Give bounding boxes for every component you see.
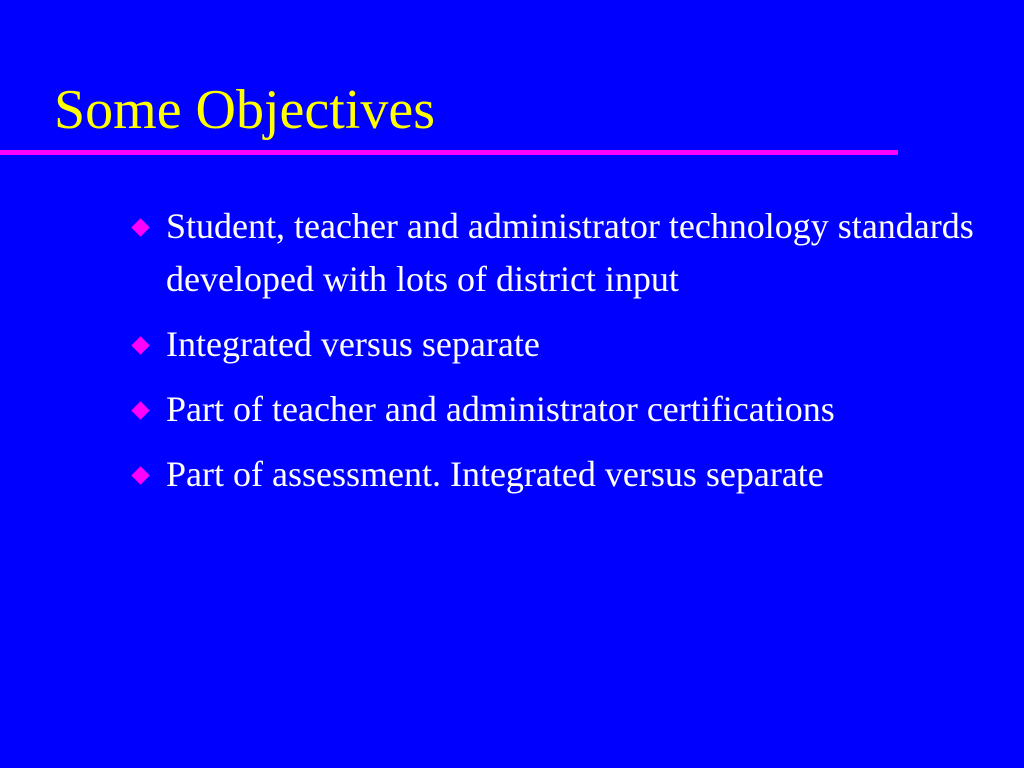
bullet-text: Integrated versus separate xyxy=(166,324,540,364)
bullet-list xyxy=(130,200,1000,513)
bullet-item xyxy=(130,448,1000,501)
title-underline xyxy=(0,150,898,155)
diamond-bullet-icon xyxy=(131,218,149,236)
bullet-text: Student, teacher and administrator technology standards developed with lots of district input xyxy=(166,206,974,299)
diamond-bullet-icon xyxy=(131,466,149,484)
diamond-bullet-icon xyxy=(131,336,149,354)
bullet-item xyxy=(130,200,1000,306)
bullet-item xyxy=(130,383,1000,436)
bullet-text: Part of teacher and administrator certifications xyxy=(166,389,835,429)
diamond-bullet-icon xyxy=(131,401,149,419)
slide-title: Some Objectives xyxy=(54,79,436,141)
bullet-text: Part of assessment. Integrated versus separate xyxy=(166,454,824,494)
bullet-item xyxy=(130,318,1000,371)
